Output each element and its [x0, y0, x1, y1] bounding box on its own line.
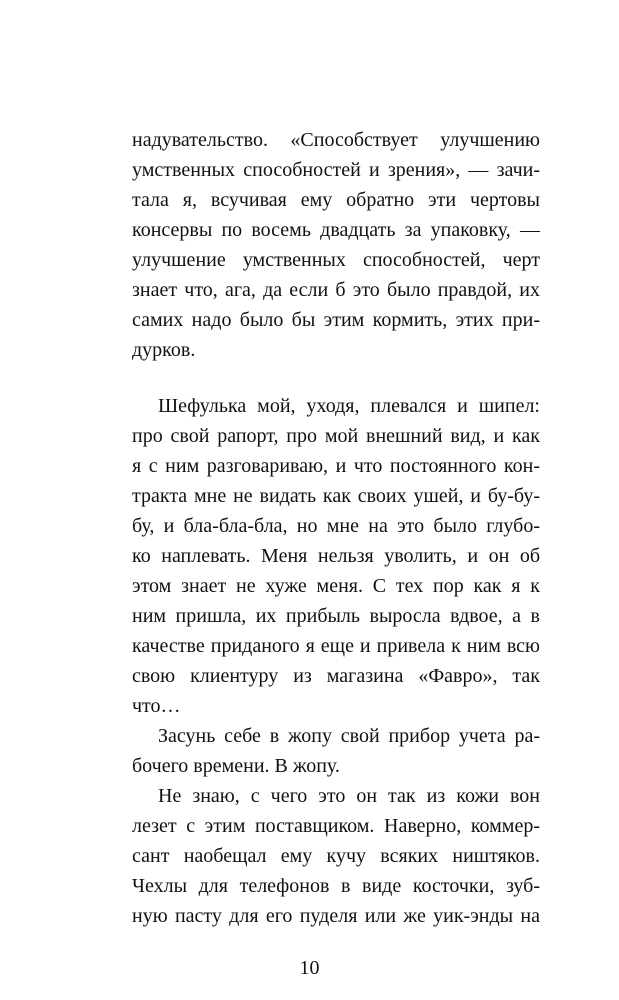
text-line: консервы по восемь двадцать за упаковку, — [132, 219, 540, 241]
text-line: этом знает не хуже меня. С тех пор как я к [132, 575, 540, 597]
text-line: сант наобещал ему кучу всяких ништяков. [132, 845, 540, 867]
text-line: Шефулька мой, уходя, плевался и шипел: [158, 395, 540, 417]
text-line: ко наплевать. Меня нельзя уволить, и он об [132, 545, 540, 567]
text-line: улучшение умственных способностей, черт [132, 249, 540, 271]
text-line: Не знаю, с чего это он так из кожи вон [158, 785, 540, 807]
text-line: ную пасту для его пуделя или же уик-энды на [132, 905, 540, 927]
text-line: Чехлы для телефонов в виде косточки, зуб- [132, 875, 540, 897]
text-line: знает что, ага, да если б это было правдой, их [132, 279, 540, 301]
text-line: качестве приданого я еще и привела к ним всю [132, 635, 540, 657]
text-line: тала я, всучивая ему обратно эти чертовы [132, 189, 540, 211]
text-line: надувательство. «Способствует улучшению [132, 129, 540, 151]
text-line: про свой рапорт, про мой внешний вид, и как [132, 425, 540, 447]
text-line: бочего времени. В жопу. [132, 755, 340, 777]
text-line: умственных способностей и зрения», — зачи- [132, 159, 540, 181]
text-line: ним пришла, их прибыль выросла вдвое, а в [132, 605, 540, 627]
text-line: тракта мне не видать как своих ушей, и бу-бу- [132, 485, 540, 507]
page-number: 10 [299, 957, 320, 979]
text-line: дурков. [132, 339, 196, 361]
text-line: свою клиентуру из магазина «Фавро», так [132, 665, 540, 687]
text-line: бу, и бла-бла-бла, но мне на это было глубо- [132, 515, 540, 537]
text-line: лезет с этим поставщиком. Наверно, коммер- [132, 815, 540, 837]
text-line: самих надо было бы этим кормить, этих при- [132, 309, 540, 331]
text-line: что… [132, 695, 181, 717]
text-line: Засунь себе в жопу свой прибор учета ра- [158, 725, 540, 747]
text-line: я с ним разговариваю, и что постоянного кон- [132, 455, 540, 477]
